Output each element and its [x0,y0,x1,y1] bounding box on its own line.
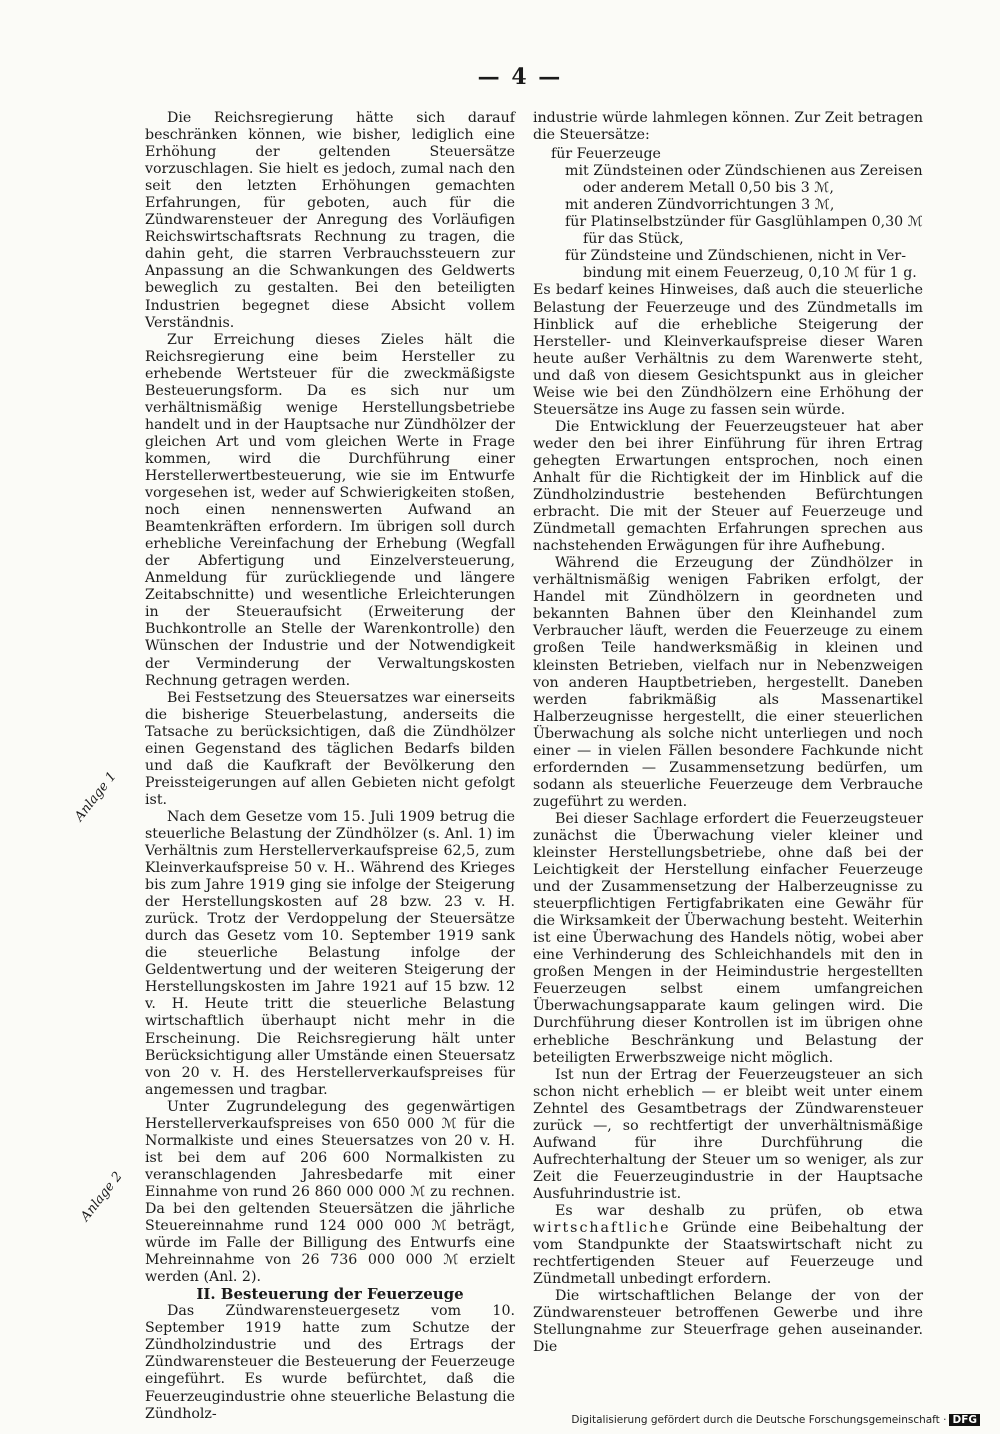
rate-list-heading: für Feuerzeuge [551,146,661,163]
paragraph: Unter Zugrundelegung des gegenwärtigen Herstellerverkaufspreises von 650 000 ℳ für die Normalkiste und eines Steuersatzes von 20 v. H. ist bei dem auf 206 600 Normalkisten zu veranschlagenden Jahresbedarfe mit einer Einnahme von rund 26 860 000 000 ℳ zu rechnen. Da bei den geltenden Steuersätzen die jährliche Steuereinnahme rund 124 000 000 ℳ beträgt, würde im Falle der Billigung des Entwurfs eine Mehreinnahme von 26 736 000 000 ℳ erzielt werden (Anl. 2). [145,1098,515,1286]
margin-note-anlage-1: Anlage 1 [72,769,120,825]
paragraph: Bei Festsetzung des Steuersatzes war einerseits die bisherige Steuerbelastung, anderseits die Tatsache zu berücksichtigen, daß die Zündhölzer einen Gegenstand des täglichen Bedarfs bilden und daß die Kaufkraft der Bevölkerung den Preissteigerungen auf allen Gebieten nicht gefolgt ist. [145,689,515,808]
digitization-footer [571,1414,980,1426]
paragraph: Nach dem Gesetze vom 15. Juli 1909 betrug die steuerliche Belastung der Zündhölzer (s. Anl. 1) im Verhältnis zum Herstellerverkaufspreise 62,5, zum Kleinverkaufspreise 50 v. H.. Während des Krieges bis zum Jahre 1919 ging sie infolge der Steigerung der Herstellungskosten auf 28 bzw. 23 v. H. zurück. Trotz der Verdoppelung der Steuersätze durch das Gesetz vom 10. September 1919 sank die steuerliche Belastung infolge der Geldentwertung und der weiteren Steigerung der Herstellungskosten im Jahre 1921 auf 15 bzw. 12 v. H. Heute tritt die steuerliche Belastung wirtschaftlich überhaupt nicht mehr in die Erscheinung. Die Reichsregierung hält unter Berücksichtigung aller Umstände einen Steuersatz von 20 v. H. des Herstellerverkaufspreises für angemessen und tragbar. [145,808,515,1098]
section-heading: II. Besteuerung der Feuerzeuge [196,1285,464,1304]
paragraph: Das Zündwarensteuergesetz vom 10. September 1919 hatte zum Schutze der Zündholzindustrie und des Ertrags der Zündwarensteuer die Besteuerung der Feuerzeuge eingeführt. Es wurde befürchtet, daß die Feuerzeugindustrie ohne steuerliche Belastung die Zündholz- [145,1303,515,1422]
dfg-logo: DFG [949,1414,980,1426]
paragraph: Bei dieser Sachlage erfordert die Feuerzeugsteuer zunächst die Überwachung vieler kleiner und kleinster Herstellungsbetriebe, ohne daß bei der Leichtigkeit der Herstellung einfacher Feuerzeuge und der Zusammensetzung der Halberzeugnisse zu steuerpflichtigen Fertigfabrikaten eine Gewähr für die Wirksamkeit der Überwachung besteht. Weiterhin ist eine Überwachung des Handels nötig, wobei aber eine Verhinderung des Schleichhandels mit den in großen Mengen in der Heimindustrie hergestellten Feuerzeugen selbst einem umfangreichen Überwachungsapparate kaum gelingen wird. Die Durchführung dieser Kontrollen ist im übrigen ohne erhebliche Beschränkung und Belastung der beteiligten Erwerbszweige nicht möglich. [533,810,923,1066]
spaced-emphasis: wirtschaftliche [533,1220,671,1237]
margin-note-anlage-2: Anlage 2 [78,1169,126,1225]
paragraph: Die Entwicklung der Feuerzeugsteuer hat aber weder den bei ihrer Einführung für ihren Ertrag gehegten Erwartungen entsprochen, noch einen Anhalt für die Richtigkeit der im Hinblick auf die Zündholzindustrie bestehenden Befürchtungen erbracht. Die mit der Steuer auf Feuerzeuge und Zündmetall gemachten Erfahrungen sprechen aus nachstehenden Erwägungen für ihre Aufhebung. [533,418,923,555]
paragraph-text: Gründe eine Beibehaltung der vom Standpunkte der Staatswirtschaft nicht zu rechtfertigenden Steuer auf Feuerzeuge und Zündmetall unbedingt erfordern. [533,1220,923,1288]
paragraph: Die Reichsregierung hätte sich darauf beschränken können, wie bisher, lediglich eine Erhöhung der geltenden Steuersätze vorzuschlagen. Sie hielt es jedoch, zumal nach den seit den letzten Erhöhungen gemachten Erfahrungen, für geboten, auch für die Zündwarensteuer der Anregung des Vorläufigen Reichswirtschaftsrats Rechnung zu tragen, die dahin geht, die starren Verbrauchssteuern zur Anpassung an die Schwankungen des Geldwerts beweglich zu gestalten. Bei den beteiligten Industrien begegnet diese Absicht vollem Verständnis. [145,110,515,331]
paragraph: Während die Erzeugung der Zündhölzer in verhältnismäßig wenigen Fabriken erfolgt, der Handel mit Zündhölzern in geordneten und bekannten Bahnen über den Kleinhandel zum Verbraucher läuft, werden die Feuerzeuge zu einem großen Teile handwerksmäßig in kleinen und kleinsten Betrieben, vielfach nur in Nebenzweigen von anderen Hauptbetrieben, hergestellt. Daneben werden fabrikmäßig als Massenartikel Halberzeugnisse hergestellt, die einer steuerlichen Überwachung als solche nicht unterliegen und noch einer — in vielen Fällen besondere Fachkunde nicht erfordernden — Zusammensetzung bedürfen, um sodann als steuerliche Feuerzeuge dem Verbrauche zugeführt zu werden. [533,555,923,810]
rate-item: bindung mit einem Feuerzeug, 0,10 ℳ für 1 g. [583,265,917,282]
rate-item: für das Stück, [583,231,684,248]
left-column [145,110,515,1423]
rate-item: für Platinselbstzünder für Gasglühlampen 0,30 ℳ [565,214,923,231]
paragraph: Zur Erreichung dieses Zieles hält die Reichsregierung eine beim Hersteller zu erhebende Wertsteuer für die zweckmäßigste Besteuerungsform. Da es sich nur um verhältnismäßig wenige Herstellungsbetriebe handelt und in der Hauptsache nur Zündhölzer der gleichen Art und vom gleichen Werte in Frage kommen, wird die Durchführung einer Herstellerwertbesteuerung, wie sie im Entwurfe vorgesehen ist, weder auf Schwierigkeiten stoßen, noch einen nennenswerten Aufwand an Beamtenkräften erfordern. Im übrigen soll durch erhebliche Vereinfachung der Erhebung (Wegfall der Abfertigung und Einzelversteuerung, Anmeldung für zurückliegende und längere Zeitabschnitte) und wesentliche Erleichterungen in der Steueraufsicht (Erweiterung der Buchkontrolle an Stelle der Warenkontrolle) den Wünschen der Industrie und der Notwendigkeit der Verminderung der Verwaltungskosten Rechnung getragen werden. [145,331,515,689]
paragraph: Es bedarf keines Hinweises, daß auch die steuerliche Belastung der Feuerzeuge und des Zündmetalls im Hinblick auf die erhebliche Steigerung der Hersteller- und Kleinverkaufspreise dieser Waren heute außer Verhältnis zu dem Warenwerte steht, und daß von diesem Gesichtspunkt aus in gleicher Weise wie bei den Zündhölzern eine Erhöhung der Steuersätze ins Auge zu fassen sein würde. [533,282,923,418]
footer-text: Digitalisierung gefördert durch die Deutsche Forschungsgemeinschaft · [571,1414,947,1426]
right-column [533,110,923,1356]
page-number: — 4 — [477,64,563,90]
paragraph: Ist nun der Ertrag der Feuerzeugsteuer an sich schon nicht erheblich — er bleibt weit unter einem Zehntel des Gesamtbetrags der Zündwarensteuer zurück —, so rechtfertigt der unverhältnismäßige Aufwand für ihre Durchführung die Aufrechterhaltung der Steuer um so weniger, als zur Zeit die Feuerzeugindustrie in der Hauptsache Ausfuhrindustrie ist. [533,1066,923,1202]
paragraph: Die wirtschaftlichen Belange der von der Zündwarensteuer betroffenen Gewerbe und ihre Stellungnahme zur Steuerfrage gehen auseinander. Die [533,1288,923,1356]
paragraph-text: Es war deshalb zu prüfen, ob etwa [555,1203,923,1219]
tax-rate-list [533,146,923,282]
rate-item: mit anderen Zündvorrichtungen 3 ℳ, [565,197,835,214]
paragraph [533,1203,923,1288]
rate-item: für Zündsteine und Zündschienen, nicht in Ver- [565,248,906,265]
paragraph: industrie würde lahmlegen können. Zur Zeit betragen die Steuersätze: [533,110,923,144]
rate-item: mit Zündsteinen oder Zündschienen aus Zereisen [565,163,923,180]
rate-item: oder anderem Metall 0,50 bis 3 ℳ, [583,180,834,197]
